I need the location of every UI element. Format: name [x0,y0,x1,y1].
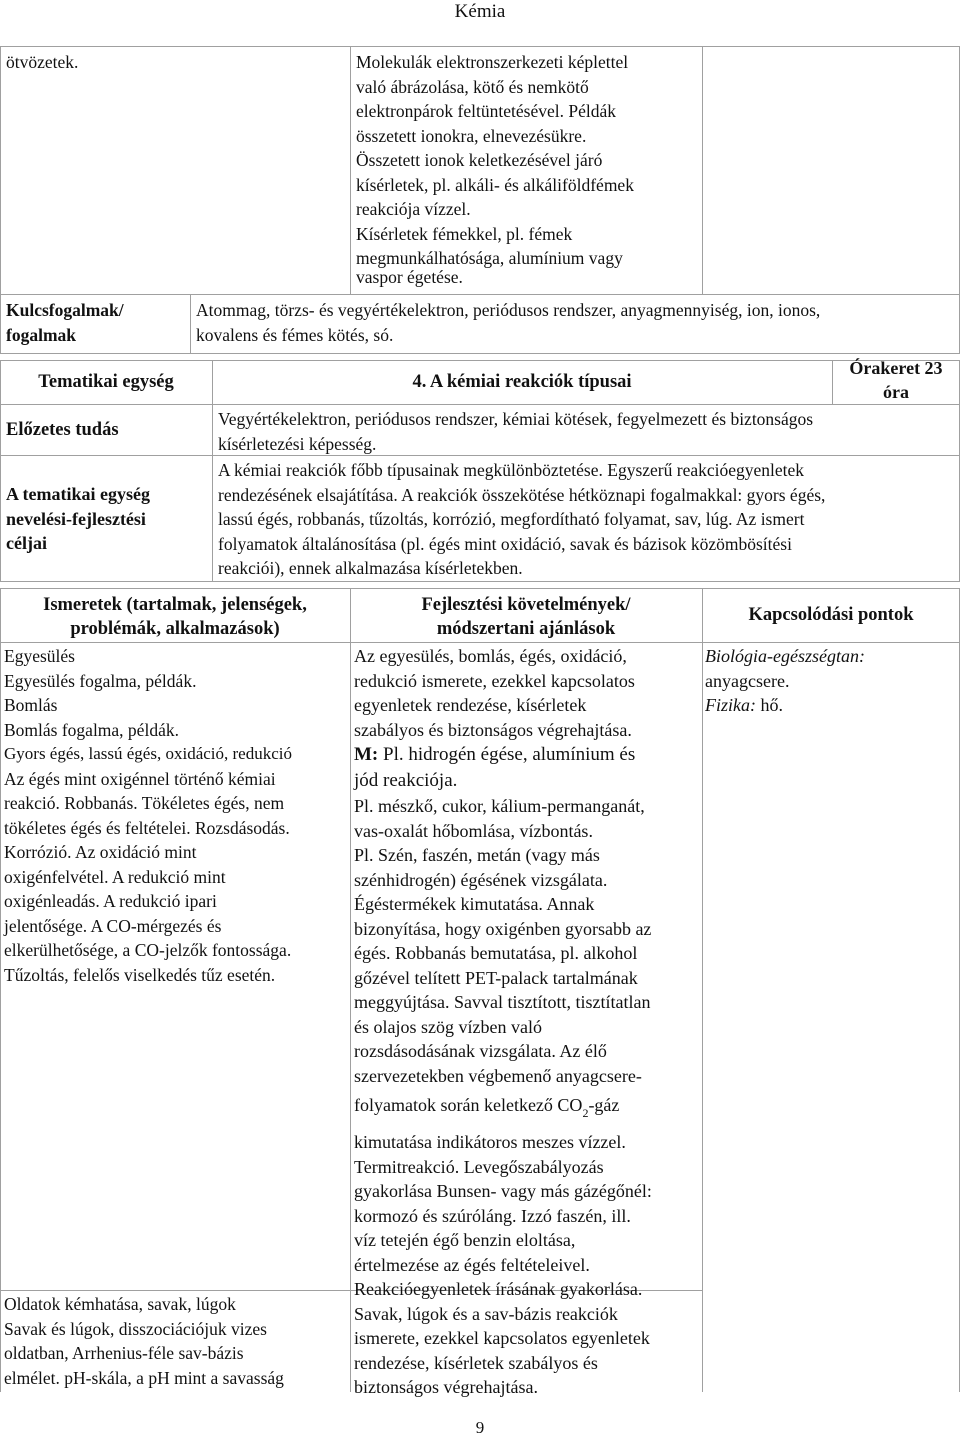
text-line: szénhidrogén) égésének vizsgálata. [354,869,608,890]
text-line: vas-oxalát hőbomlása, vízbontás. [354,820,593,841]
text-line: kimutatása indikátoros meszes vízzel. [354,1132,626,1152]
text-line: módszertani ajánlások [436,619,616,639]
text-line: Az égés mint oxigénnel történő kémiai [4,768,276,789]
key-concepts-text [196,298,956,347]
text-line: Órakeret 23 [849,358,943,378]
text-line [705,644,959,669]
co2-line [354,1088,702,1130]
co2-suffix: -gáz [588,1095,620,1115]
text-line: óra [883,382,909,402]
text-line: Korrózió. Az oxidáció mint [4,842,197,862]
text-line: redukció ismerete, ezekkel kapcsolatos [354,670,635,691]
col3-header: Kapcsolódási pontok [748,605,914,625]
col2-header [350,593,702,641]
goals-text [218,458,958,581]
co2-subscript: 2 [582,1106,589,1120]
text-line: kísérletezési képesség. [218,433,377,454]
text-line: anyagcsere. [705,670,790,691]
col2-content [354,644,702,1400]
text-line: értelmezése az égés feltételeivel. [354,1254,590,1275]
method-prefix: M: [354,744,379,765]
text-line: biztonságos végrehajtása. [354,1377,538,1397]
text-line: rendezésének elsajátítása. A reakciók összekötése hétköznapi fogalmakkal: gyors égés, [218,484,826,505]
text-line: való ábrázolása, kötő és nemkötő [356,76,589,97]
text-line: meggyújtása. Savval tisztított, tisztítatlan [354,992,651,1012]
physics-topic: hő. [756,695,783,715]
text-line: A tematikai egység [6,484,150,504]
text-line: lassú égés, robbanás, tűzoltás, korrózió, megfordítható folyamat, sav, lúg. Az ismert [218,509,805,529]
divider [190,294,191,354]
text-line: kísérletek, pl. alkáli- és alkáliföldfémek [356,174,634,195]
text-line: rozsdásodásának vizsgálata. Az élő [354,1041,607,1061]
text-line: nevelési-fejlesztési [6,508,146,529]
unit-label: Tematikai egység [38,372,174,392]
divider [350,46,351,294]
subject-physics: Fizika: [705,695,756,715]
text-line [705,693,959,718]
subject-biology: Biológia-egészségtan: [705,646,865,666]
text-line: Összetett ionok keletkezésével járó [356,150,603,170]
text-line: ismerete, ezekkel kapcsolatos egyenletek [354,1328,650,1348]
text-line: Fejlesztési követelmények/ [421,595,631,615]
text-line: oldatban, Arrhenius-féle sav-bázis [4,1343,244,1363]
goals-label [6,482,150,556]
text-line: és olajos szög vízben való [354,1016,542,1037]
text-line: céljai [6,533,47,553]
text-line: Gyors égés, lassú égés, oxidáció, redukció [4,744,292,763]
text-line: Oldatok kémhatása, savak, lúgok [4,1294,236,1314]
text-line: Kísérletek fémekkel, pl. fémek [356,223,573,244]
text-line: Az egyesülés, bomlás, égés, oxidáció, [354,646,627,666]
unit-hours [832,356,960,404]
text-line: vaspor égetése. [356,266,463,287]
text-line: Molekulák elektronszerkezeti képlettel [356,52,629,72]
text-line: gyakorlása Bunsen- vagy más gázégőnél: [354,1181,652,1201]
unit-title: 4. A kémiai reakciók típusai [412,372,632,392]
text-line: Pl. mészkő, cukor, kálium-permanganát, [354,796,645,816]
text-line: Bomlás fogalma, példák. [4,719,179,740]
text-line: Tűzoltás, felelős viselkedés tűz esetén. [4,964,276,985]
divider [702,588,703,1392]
text-line: kovalens és fémes kötés, só. [196,324,394,345]
text-line: szabályos és biztonságos végrehajtása. [354,719,632,740]
text-line: égés. Robbanás bemutatása, pl. alkohol [354,943,638,963]
text-line: elektronpárok feltüntetésével. Példák [356,101,616,121]
text-line: Termitreakció. Levegőszabályozás [354,1156,604,1177]
text-line: reakciói), ennek alkalmazása kísérletekben. [218,558,523,578]
text-line: tökéletes égés és feltételei. Rozsdásodás. [4,817,290,838]
top-middle-cell [356,50,701,289]
text-line: megmunkálhatósága, alumínium vagy [356,248,623,268]
text-line: Égéstermékek kimutatása. Annak [354,894,595,914]
text-line: szervezetekben végbemenő anyagcsere- [354,1065,642,1086]
text-line: jód reakciója. [354,770,458,791]
text-line: víz tetején égő benzin eloltása, [354,1230,576,1250]
col3-content [705,644,959,718]
text-line: Bomlás [4,695,58,715]
text-line: Ismeretek (tartalmak, jelenségek, [43,595,307,615]
text-line: reakciója vízzel. [356,199,471,219]
text-line: problémák, alkalmazások) [70,619,280,639]
key-concepts-label [6,298,124,347]
top-left-cell-text: ötvözetek. [6,52,79,72]
text-line [354,742,702,768]
col1-content [4,644,364,987]
text-line: Reakcióegyenletek írásának gyakorlása. [354,1279,643,1299]
co2-text: folyamatok során keletkező CO [354,1095,583,1115]
text-line: oxigénfelvétel. A redukció mint [4,866,226,887]
col1-content-bottom [4,1292,350,1390]
text-line: Kulcsfogalmak/ [6,300,124,320]
divider [702,46,703,294]
text-line: Savak és lúgok, disszociációjuk vizes [4,1318,267,1339]
text-line: reakció. Robbanás. Tökéletes égés, nem [4,793,285,813]
text-line: elkerülhetősége, a CO-jelzők fontossága. [4,940,292,960]
text-line: jelentősége. A CO-mérgezés és [4,915,222,936]
text-line: Egyesülés fogalma, példák. [4,670,197,691]
text-line: elmélet. pH-skála, a pH mint a savasság [4,1367,284,1388]
divider [0,642,960,643]
text-line: Atommag, törzs- és vegyértékelektron, periódusos rendszer, anyagmennyiség, ion, ionos, [196,300,821,320]
page-number: 9 [475,1418,485,1437]
col1-header [0,593,350,641]
text-line: rendezése, kísérletek szabályos és [354,1352,598,1373]
text-line: gőzével telített PET-palack tartalmának [354,967,638,988]
text-line: fogalmak [6,324,76,345]
divider [0,404,960,405]
text-line: Vegyértékelektron, periódusos rendszer, kémiai kötések, fegyelmezett és biztonságos [218,409,814,429]
text-line: egyenletek rendezése, kísérletek [354,695,587,715]
text-line: Egyesülés [4,646,75,666]
text-line: összetett ionokra, elnevezésükre. [356,125,587,146]
text-line: Pl. Szén, faszén, metán (vagy más [354,845,600,865]
text-line: Savak, lúgok és a sav-bázis reakciók [354,1303,618,1324]
prior-knowledge-text [218,407,958,456]
divider [0,294,960,295]
text-line: kormozó és szúróláng. Izzó faszén, ill. [354,1205,631,1226]
text-line: A kémiai reakciók főbb típusainak megkülönböztetése. Egyszerű reakcióegyenletek [218,460,805,480]
prior-knowledge-label: Előzetes tudás [6,420,119,440]
text-line: bizonyítása, hogy oxigénben gyorsabb az [354,918,652,939]
document-header: Kémia [454,1,506,22]
method-text: Pl. hidrogén égése, alumínium és [378,744,636,765]
text-line: oxigénleadás. A redukció ipari [4,891,217,911]
text-line: folyamatok általánosítása (pl. égés mint oxidáció, savak és bázisok közömbösítési [218,533,792,554]
